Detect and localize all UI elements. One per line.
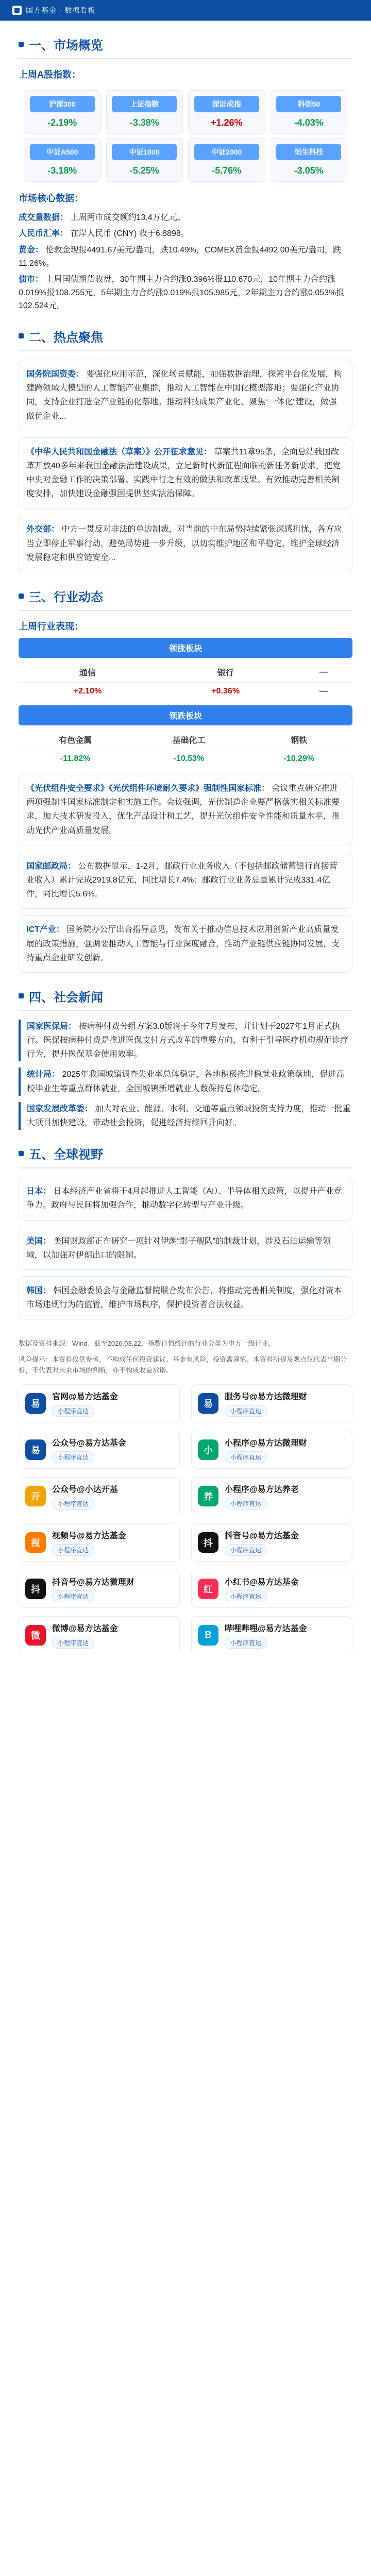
link-title: 小程序@易方达养老 [225,1485,299,1494]
global-item-text [26,1284,345,1312]
app-icon: 微 [25,1625,46,1646]
index-name: 中证1000 [112,144,177,160]
hot-item-lead: 《中华人民共和国金融法（草案）》公开征求意见： [26,447,212,456]
kv-text: 在岸人民币 (CNY) 收于6.8898。 [70,229,189,239]
app-icon: 开 [25,1486,46,1506]
link-text [52,1390,118,1417]
link-card[interactable] [19,1616,180,1654]
link-title: 公众号@小达开基 [52,1485,118,1494]
link-text [225,1575,299,1602]
index-name: 沪深300 [30,96,95,112]
section-title-text: 五、全球视野 [29,1148,103,1162]
global-item-body: 美国财政部正在研究一项针对伊朗“影子舰队”的制裁计划，涉及石油运输等领域，以加强对伊朗出口的限制。 [26,1236,331,1260]
link-text [52,1436,126,1463]
society-item-body: 加大对农业、能源、水利、交通等重点领域投资支持力度，推动一批重大项目加快建设，带动社会投资，促进经济持续回升向好。 [27,1104,351,1128]
index-name: 中证2000 [194,144,259,160]
brand-logo [12,5,95,15]
link-title: 服务号@易方达微理财 [225,1392,307,1401]
index-change: -5.25% [129,165,159,176]
hot-item-body: 草案共11章95条，全面总结我国改革开放40多年来我国金融法治建设成果，立足新时代新征程面临的新任务新要求，把党中央对金融工作的决策部署、实践中行之有效的做法和改革成果、有效推动完善相关制度安排，加快建设金融强国提供坚实法治保障。 [26,447,341,499]
link-button[interactable]: 小程序直达 [225,1451,267,1463]
spacer [19,1349,352,1354]
index-name: 恒生科技 [276,144,341,160]
kv-text: 上周两市成交额约13.4万亿元。 [70,213,185,222]
kv-text: 上周国债期货收盘，30年期主力合约涨0.396%报110.670元，10年期主力合约涨0.019%报108.255元，5年期主力合约涨0.019%报105.985元，2年期主力合约涨0.053%报102.524元。 [19,275,345,311]
index-change: +1.26% [210,117,243,128]
industry-item [19,915,352,973]
link-button[interactable]: 小程序直达 [225,1544,267,1556]
up-table-title: 领涨板块 [19,638,352,658]
industry-item-lead: 《光伏组件安全要求》《光伏组件环境耐久要求》强制性国家标准： [26,784,270,793]
link-text [52,1483,118,1510]
link-title: 微博@易方达基金 [52,1624,118,1633]
section-title-text: 二、热点聚焦 [29,330,103,345]
link-card[interactable] [191,1616,352,1654]
app-icon: 抖 [25,1579,46,1599]
society-item-lead: 国家发展改革委： [27,1104,93,1113]
link-title: 小红书@易方达基金 [225,1578,299,1587]
up-value: +0.36% [211,687,240,696]
link-text [225,1529,299,1556]
index-card [24,138,101,182]
industry-item-body: 国务院办公厅出台指导意见，发布关于推动信息技术应用创新产业高质量发展的政策措施，强调要推动人工智能与行业深度融合，推动产业链供应链协同发展，支持重点企业研发创新。 [26,925,340,962]
link-button[interactable]: 小程序直达 [52,1451,94,1463]
section-market-title [19,35,352,59]
footer-space [19,1654,352,1667]
link-card[interactable] [191,1570,352,1608]
index-card [106,138,183,182]
a-index-grid [19,86,352,186]
industry-item [19,774,352,845]
index-card [106,90,183,134]
app-icon: 视 [25,1532,46,1553]
link-card[interactable] [19,1431,180,1469]
down-col: 有色金属 [19,730,132,750]
index-change: -5.76% [212,165,242,176]
index-card [271,90,348,134]
section-bullet-icon [19,993,24,998]
brand-bar [0,0,371,21]
content-wrap [0,35,371,1667]
up-col: 通信 [19,662,157,683]
disclaimer-1: 数据及资料来源：Wind、截至2026.03.22，指数行情统计的行业分类为申万一级行业。 [19,1340,275,1348]
index-card [271,138,348,182]
index-change: -3.38% [129,117,159,128]
up-value: +2.10% [73,687,102,696]
link-grid [19,1384,352,1654]
section-industry-title [19,587,352,611]
hot-item [19,360,352,431]
index-change: -3.18% [47,165,77,176]
kv-label: 债市： [19,275,44,284]
society-item-text [27,1020,352,1062]
hot-item-lead: 国务院国资委： [26,369,85,379]
hot-item-body: 中方一贯反对非法的单边制裁，对当前的中东局势持续紧张深感担忧，各方应当立即停止军事行动，避免局势进一步升级，以切实维护地区和平稳定，维护全球经济发展稳定和供应链安全... [26,525,342,562]
hot-item-lead: 外交部： [26,525,60,534]
global-item-text [26,1234,345,1262]
app-icon: 红 [198,1579,218,1599]
index-change: -4.03% [294,117,324,128]
disclaimer-2: 风险提示：本资料仅供参考，不构成任何投资建议。基金有风险，投资需谨慎。本资料所提及观点仅代表当期分析，不代表对未来市场的判断，亦不构成收益承诺。 [19,1355,347,1374]
index-change: -2.19% [47,117,77,128]
global-item-lead: 韩国： [26,1286,52,1295]
link-title: 抖音号@易方达微理财 [52,1578,134,1587]
link-button[interactable]: 小程序直达 [225,1637,267,1649]
link-button[interactable]: 小程序直达 [225,1498,267,1510]
link-title: 官网@易方达基金 [52,1392,118,1401]
society-item-body: 2025年我国城镇调查失业率总体稳定，各地积极推进稳就业政策落地，促进高校毕业生等重点群体就业，全国城镇新增就业人数保持总体稳定。 [27,1070,345,1093]
society-item-text [27,1102,352,1130]
section-bullet-icon [19,594,24,599]
up-col: 银行 [157,662,295,683]
app-icon: 抖 [198,1532,218,1553]
link-card[interactable] [191,1523,352,1562]
link-button[interactable]: 小程序直达 [225,1405,267,1417]
section-bullet-icon [19,1151,24,1156]
market-core-line [19,273,352,313]
app-icon: 易 [198,1393,218,1414]
society-item-lead: 国家医保局： [27,1022,77,1031]
link-button[interactable]: 小程序直达 [52,1544,94,1556]
link-text [52,1529,126,1556]
section-title-text: 四、社会新闻 [29,990,103,1005]
hot-item-text [26,367,345,423]
kv-text: 伦敦金现报4491.67美元/盎司，跌10.49%，COMEX黄金报4492.00美元/盎司，跌11.26%。 [19,245,341,268]
hot-item [19,437,352,509]
down-table-title: 领跌板块 [19,705,352,725]
index-name: 上证指数 [112,96,177,112]
industry-item [19,852,352,909]
index-card [24,90,101,134]
app-icon: B [198,1625,218,1646]
section-title-text: 一、市场概览 [29,39,103,53]
global-item [19,1177,352,1220]
link-button[interactable]: 小程序直达 [52,1498,94,1510]
global-item-lead: 美国： [26,1236,52,1246]
industry-item-text [26,923,345,965]
market-core-line [19,211,352,225]
down-value: -11.82% [60,754,91,764]
link-text [225,1483,299,1510]
index-card [188,90,265,134]
down-col: 基础化工 [132,730,245,750]
index-name: 中证A500 [30,144,95,160]
index-change: -3.05% [294,165,324,176]
link-button[interactable]: 小程序直达 [52,1590,94,1602]
link-text [52,1575,134,1602]
section-hot-title [19,327,352,351]
link-button[interactable]: 小程序直达 [52,1405,94,1417]
link-button[interactable]: 小程序直达 [225,1590,267,1602]
link-title: 视频号@易方达基金 [52,1531,126,1540]
brand-title: 国方基金 · 数据看板 [26,6,96,14]
link-card[interactable] [19,1570,180,1608]
app-icon: 易 [25,1439,46,1460]
market-core-subhead: 市场核心数据： [19,193,83,204]
link-text [52,1622,118,1649]
industry-item-text [26,859,345,902]
society-item-lead: 统计局： [27,1070,60,1079]
up-col: — [295,662,352,683]
hot-item-body: 要强化应用示范，深化场景赋能，加强数据治理，探索平台化发展，构建跨领域大模型的人工智能产业集群，推动人工智能在中国化模型落地；要强化产业协同，支持企业打造全产业链的化落地。推动科技成果产业化、聚焦“一体化”建设，做强做优企业... [26,369,342,421]
industry-item-body: 会议重点研究推进两项强制性国家标准制定和实施工作。会议强调，光伏制造企业要严格落实相关标准要求，加大技术研发投入，优化产品设计和工艺，提升光伏组件安全性能和质量水平，推动光伏产业高质量发展。 [26,784,340,835]
hot-item-text [26,445,345,501]
up-value: — [319,687,328,696]
section-bullet-icon [19,42,24,47]
link-card[interactable] [19,1523,180,1562]
hot-item [19,515,352,572]
industry-item-text [26,782,345,838]
kv-label: 黄金： [19,245,44,255]
society-item-body: 按病种付费分组方案3.0版将于今年7月发布，并计划于2027年1月正式执行。医保按病种付费是推进医保支付方式改革的重要方向，有利于引导医疗机构规范诊疗行为，提升医保基金使用效率。 [27,1022,349,1059]
global-item-body: 日本经济产业省将于4月起推进人工智能（AI）、半导体相关政策，以提升产业竞争力。政府与民间将加强合作，推动数字化转型与产业升级。 [26,1187,342,1210]
section-title-text: 三、行业动态 [29,590,103,605]
down-value: -10.29% [283,754,315,764]
global-item-body: 韩国金融委员会与金融监督院联合发布公告，将推动完善相关制度，强化对资本市场违规行为的监管，维护市场秩序，保护投资者合法权益。 [26,1286,342,1310]
a-index-subhead: 上周A股指数： [19,70,81,80]
section-bullet-icon [19,333,24,338]
global-item [19,1276,352,1319]
brand-logo-icon [12,6,22,15]
app-icon: 小 [198,1439,218,1460]
link-card[interactable] [19,1477,180,1515]
down-table [19,730,352,768]
industry-weekly-subhead: 上周行业表现： [19,621,83,632]
link-card[interactable] [191,1384,352,1422]
society-item [19,1020,352,1062]
index-card [188,138,265,182]
link-text [225,1622,307,1649]
global-item [19,1227,352,1270]
index-name: 深证成指 [194,96,259,112]
society-item [19,1102,352,1130]
global-item-lead: 日本： [26,1187,52,1196]
link-title: 抖音号@易方达基金 [225,1531,299,1540]
link-card[interactable] [19,1384,180,1422]
link-title: 公众号@易方达基金 [52,1438,126,1448]
link-text [225,1390,307,1417]
up-table [19,662,352,700]
industry-item-body: 公布数据显示，1-2月，邮政行业业务收入（不包括邮政储蓄银行直接营业收入）累计完成2919.8亿元，同比增长7.4%；邮政行业业务总量累计完成331.4亿件，同比增长5.6%。 [26,861,338,899]
link-card[interactable] [191,1431,352,1469]
link-text [225,1436,307,1463]
global-item-text [26,1184,345,1212]
link-card[interactable] [191,1477,352,1515]
app-icon: 养 [198,1486,218,1506]
link-button[interactable]: 小程序直达 [52,1637,94,1649]
down-value: -10.53% [173,754,205,764]
link-title: 小程序@易方达微理财 [225,1438,307,1448]
section-global-title [19,1144,352,1168]
hot-item-text [26,522,345,565]
market-core-line [19,227,352,241]
society-item [19,1067,352,1095]
section-society-title [19,987,352,1011]
market-core-block [19,191,352,313]
down-col: 钢铁 [246,730,352,750]
app-icon: 易 [25,1393,46,1414]
industry-item-lead: 国家邮政局： [26,861,76,871]
kv-label: 成交量数据： [19,213,69,222]
society-item-text [27,1067,352,1095]
index-name: 科创50 [276,96,341,112]
market-core-line [19,244,352,270]
kv-label: 人民币汇率： [19,229,69,239]
link-title: 哔哩哔哩@易方达基金 [225,1624,307,1633]
industry-item-lead: ICT产业： [26,925,64,935]
